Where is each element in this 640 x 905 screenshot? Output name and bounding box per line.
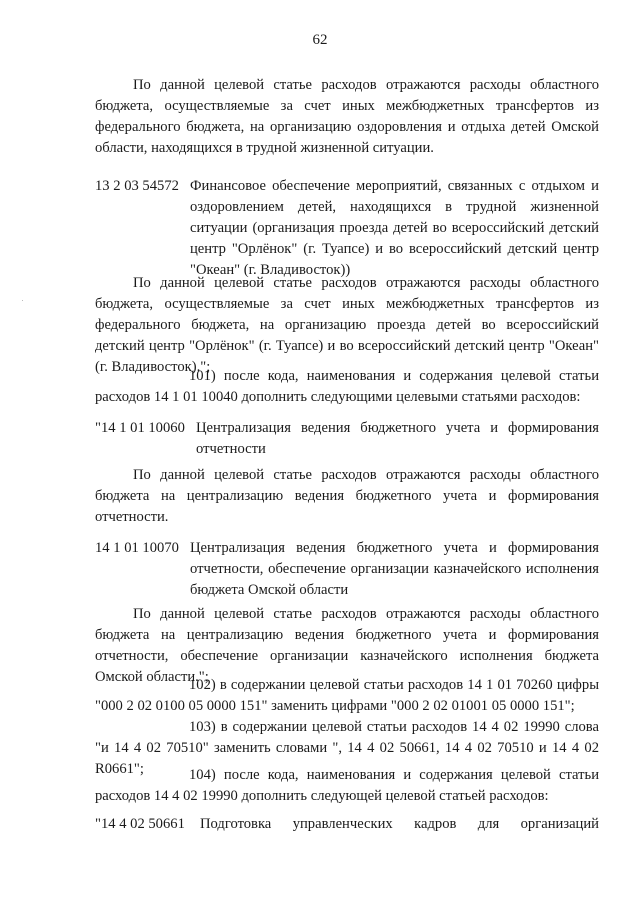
budget-code: "14 4 02 50661	[95, 816, 185, 832]
budget-description: Централизация ведения бюджетного учета и формирования отчетности	[196, 420, 599, 457]
paragraph-2: По данной целевой статье расходов отражаются расходы областного бюджета, осуществляемые за счет иных межбюджетных трансфертов из федерального бюджета, на организацию проезда детей во всероссийский детский центр "Орлёнок" (г. Туапсе) и во всероссийский детский центр "Океан" (г. Владивосток).";	[95, 275, 599, 375]
paragraph-3: 101) после кода, наименования и содержания целевой статьи расходов 14 1 01 10040 дополнить следующими целевыми статьями расходов:	[95, 368, 599, 405]
budget-code: 13 2 03 54572	[95, 178, 179, 194]
budget-item-14-4-02-50661	[95, 814, 599, 836]
paragraph-5: По данной целевой статье расходов отражаются расходы областного бюджета на централизацию ведения бюджетного учета и формирования отчетности, обеспечение организации казначейского исполнения бюджета Омской области.";	[95, 606, 599, 685]
paragraph-4: По данной целевой статье расходов отражаются расходы областного бюджета на централизацию ведения бюджетного учета и формирования отчетности.	[95, 467, 599, 525]
budget-item-13-2-03-54572	[95, 176, 599, 278]
budget-description: Финансовое обеспечение мероприятий, связанных с отдыхом и оздоровлением детей, находящихся в трудной жизненной ситуации (организация проезда детей во всероссийский детский центр "Орлёнок" (г. Туапсе) и во всероссийский детский центр "Океан" (г. Владивосток))	[190, 178, 599, 278]
paragraph-1: По данной целевой статье расходов отражаются расходы областного бюджета, осуществляемые за счет иных межбюджетных трансфертов из федерального бюджета, на организацию оздоровления и отдыха детей Омской области, находящихся в трудной жизненной ситуации.	[95, 77, 599, 156]
page-number: 62	[312, 32, 328, 48]
paragraph-7: 103) в содержании целевой статьи расходов 14 4 02 19990 слова "и 14 4 02 70510" заменить словами ", 14 4 02 50661, 14 4 02 70510 и 14 4 02 R0661";	[95, 719, 599, 777]
budget-code: "14 1 01 10060	[95, 420, 185, 436]
budget-description: Подготовка управленческих кадров для организаций	[200, 816, 599, 832]
scan-mark	[22, 300, 23, 301]
budget-code: 14 1 01 10070	[95, 540, 179, 556]
paragraph-8: 104) после кода, наименования и содержания целевой статьи расходов 14 4 02 19990 дополнить следующей целевой статьей расходов:	[95, 767, 599, 804]
budget-description: Централизация ведения бюджетного учета и формирования отчетности, обеспечение организации казначейского исполнения бюджета Омской области	[190, 540, 599, 598]
budget-item-14-1-01-10070	[95, 538, 599, 601]
budget-item-14-1-01-10060	[95, 418, 599, 460]
paragraph-6: 102) в содержании целевой статьи расходов 14 1 01 70260 цифры "000 2 02 0100 05 0000 151" заменить цифрами "000 2 02 01001 05 0000 151";	[95, 677, 599, 714]
